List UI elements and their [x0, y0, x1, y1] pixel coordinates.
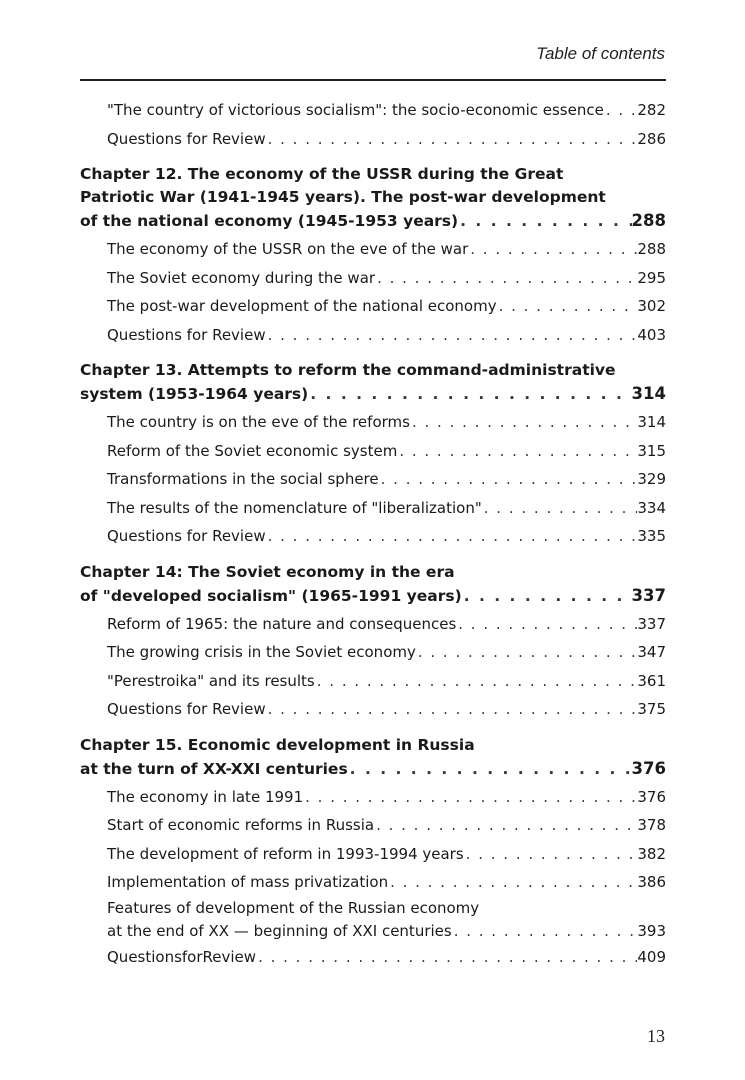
toc-entry-title: at the end of XX — beginning of XXI centuries [107, 921, 452, 940]
chapter-13 [80, 359, 666, 551]
dot-leader [462, 585, 632, 608]
chapter-title-last: at the turn of XX-XXI centuries [80, 759, 348, 778]
toc-entry-page: 403 [637, 325, 666, 344]
toc-entry-page: 282 [637, 101, 666, 119]
toc-entry-page: 382 [637, 844, 666, 863]
chapter-page: 337 [631, 585, 666, 605]
toc-entry-page: 286 [637, 129, 666, 148]
dot-leader [604, 96, 638, 125]
toc-entry[interactable] [80, 811, 666, 840]
toc-entry-title: The results of the nomenclature of "liberalization" [107, 498, 482, 517]
toc-entry-title: Questions for Review [107, 325, 266, 344]
dot-leader [266, 695, 638, 724]
toc-entry[interactable] [80, 264, 666, 293]
toc-entry[interactable] [80, 638, 666, 667]
dot-leader [397, 437, 637, 466]
toc-entry-page: 335 [637, 527, 666, 545]
chapter-page: 314 [631, 384, 666, 403]
toc-entry[interactable] [80, 610, 666, 639]
toc-entry-page: 329 [637, 470, 666, 488]
toc-entry-title: Start of economic reforms in Russia [107, 816, 375, 834]
toc-entry-page: 347 [637, 643, 666, 661]
chapter-14 [80, 561, 666, 724]
toc-entry[interactable] [80, 125, 666, 154]
toc-entry-page: 393 [637, 921, 666, 940]
toc-entry-title: Questions for Review [107, 129, 266, 148]
toc-entry[interactable] [80, 667, 666, 696]
table-of-contents [80, 96, 666, 971]
toc-entry-title: Implementation of mass privatization [107, 873, 389, 891]
toc-entry[interactable] [80, 96, 666, 125]
chapter-heading-entry[interactable] [80, 382, 666, 406]
running-header: Table of contents [536, 44, 665, 63]
chapter-12 [80, 163, 666, 349]
toc-entry-page: 314 [637, 413, 666, 431]
toc-entry-page: 337 [637, 614, 666, 633]
dot-leader [303, 783, 637, 812]
chapter-title-line: Chapter 13. Attempts to reform the command-administrative [80, 361, 616, 379]
chapter-title-last: of the national economy (1945-1953 years) [80, 212, 459, 230]
toc-entry-title: The economy of the USSR on the eve of the war [107, 240, 469, 258]
toc-entry-title: The post-war development of the national economy [107, 297, 497, 315]
chapter-page: 288 [631, 211, 666, 230]
toc-entry-title-line[interactable]: Features of development of the Russian economy [107, 898, 480, 917]
toc-entry[interactable] [80, 292, 666, 321]
dot-leader [458, 210, 631, 233]
toc-entry-title: Reform of 1965: the nature and consequences [107, 614, 457, 633]
toc-entry-title: The economy in late 1991 [107, 787, 304, 806]
toc-entry[interactable] [80, 943, 666, 972]
chapter-title-line: Chapter 15. Economic development in Russia [80, 735, 475, 754]
chapter-title-line: Patriotic War (1941-1945 years). The post-war development [80, 188, 606, 206]
dot-leader [266, 321, 638, 350]
dot-leader [416, 638, 638, 667]
toc-entry-page: 302 [637, 297, 666, 315]
toc-entry[interactable] [80, 840, 666, 869]
dot-leader [256, 943, 637, 972]
dot-leader [497, 292, 638, 321]
chapter-heading-entry[interactable] [80, 584, 666, 608]
dot-leader [348, 758, 632, 781]
chapter-heading-entry[interactable] [80, 757, 666, 781]
toc-entry[interactable] [80, 695, 666, 724]
toc-entry-page: 386 [637, 873, 666, 891]
dot-leader [410, 408, 637, 437]
chapter-15 [80, 734, 666, 972]
chapter-title-last: of "developed socialism" (1965-1991 years) [80, 586, 462, 605]
dot-leader [375, 264, 637, 293]
chapter-title-last: system (1953-1964 years) [80, 385, 309, 403]
toc-entry[interactable] [80, 408, 666, 437]
toc-entry-title: "The country of victorious socialism": the socio-economic essence [107, 101, 604, 119]
toc-entry-title: QuestionsforReview [107, 947, 257, 966]
toc-entry-page: 288 [637, 240, 666, 258]
dot-leader [374, 811, 637, 840]
toc-entry-title: Reform of the Soviet economic system [107, 441, 398, 460]
page-number: 13 [647, 1026, 665, 1046]
toc-entry[interactable] [80, 235, 666, 264]
toc-entry[interactable] [80, 465, 666, 494]
dot-leader [456, 610, 637, 639]
dot-leader [379, 465, 638, 494]
chapter-heading-entry[interactable] [80, 209, 666, 233]
toc-entry-page: 409 [637, 947, 666, 966]
toc-entry[interactable] [80, 919, 666, 943]
toc-entry[interactable] [80, 522, 666, 551]
header-rule [80, 79, 666, 81]
toc-entry-title: "Perestroika" and its results [107, 671, 315, 690]
dot-leader [388, 868, 637, 897]
dot-leader [266, 125, 638, 154]
chapter-title-line: Chapter 12. The economy of the USSR during the Great [80, 165, 564, 183]
toc-entry-page: 376 [637, 787, 666, 806]
dot-leader [315, 667, 638, 696]
dot-leader [468, 235, 637, 264]
dot-leader [464, 840, 638, 869]
toc-entry-title: Questions for Review [107, 527, 266, 545]
toc-entry[interactable] [80, 494, 666, 523]
toc-entry-title: The Soviet economy during the war [107, 268, 376, 287]
toc-entry-title: The growing crisis in the Soviet economy [107, 643, 416, 661]
toc-entry-page: 361 [637, 671, 666, 690]
toc-entry[interactable] [80, 437, 666, 466]
toc-entry-page: 378 [637, 816, 666, 834]
toc-entry[interactable] [80, 321, 666, 350]
toc-entry[interactable] [80, 868, 666, 897]
chapter-title-line: Chapter 14: The Soviet economy in the era [80, 562, 455, 581]
toc-entry-page: 295 [637, 268, 666, 287]
toc-entry-page: 375 [637, 700, 666, 718]
toc-entry[interactable] [80, 783, 666, 812]
toc-entry-title: Questions for Review [107, 700, 266, 718]
toc-entry-title: The development of reform in 1993-1994 years [107, 844, 464, 863]
toc-entry-page: 334 [637, 498, 666, 517]
dot-leader [266, 522, 638, 551]
dot-leader [482, 494, 638, 523]
dot-leader [452, 919, 638, 943]
toc-entry-title: Transformations in the social sphere [107, 470, 379, 488]
toc-entry-title: The country is on the eve of the reforms [107, 413, 410, 431]
toc-entry-page: 315 [637, 441, 666, 460]
chapter-page: 376 [631, 758, 666, 778]
dot-leader [308, 383, 631, 406]
